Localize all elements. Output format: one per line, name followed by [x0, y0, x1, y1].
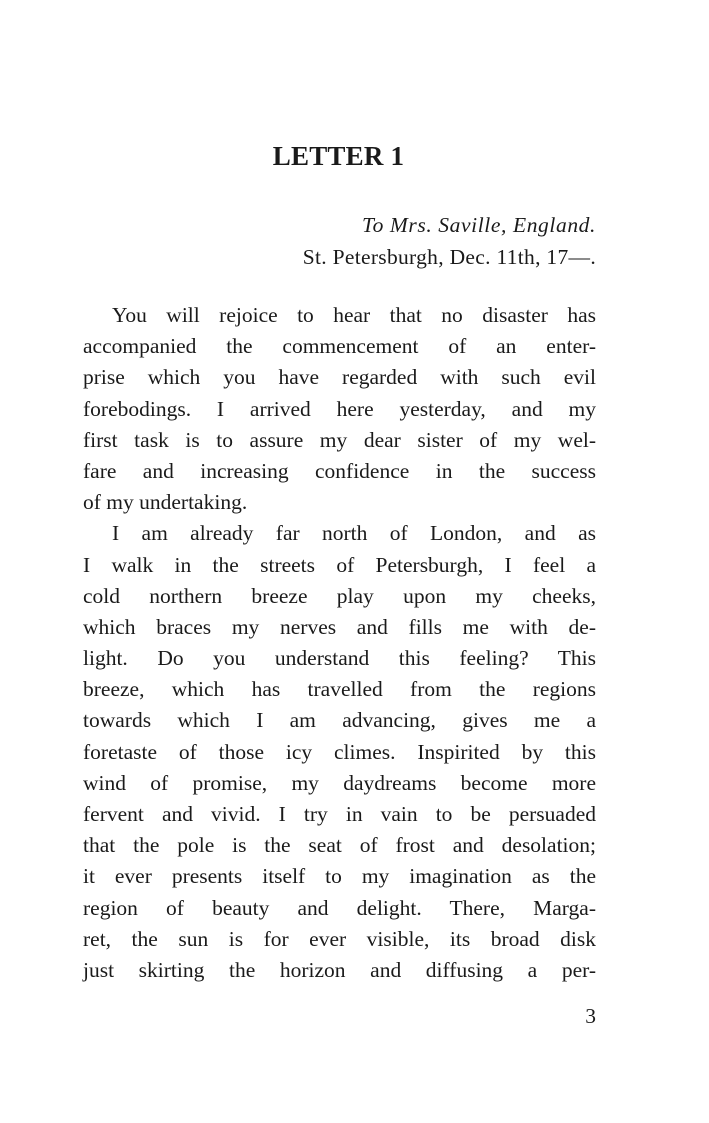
- text-line: I am already far north of London, and as: [112, 521, 596, 546]
- text-line: breeze, which has travelled from the regions: [83, 677, 596, 702]
- text-line: which braces my nerves and fills me with de-: [83, 614, 596, 639]
- letter-body: [83, 300, 596, 986]
- text-line: foretaste of those icy climes. Inspirited by this: [83, 739, 596, 764]
- text-line: first task is to assure my dear sister of my wel-: [83, 427, 596, 452]
- text-line: fare and increasing confidence in the success: [83, 458, 596, 483]
- letter-heading: LETTER 1: [272, 141, 405, 171]
- text-line: forebodings. I arrived here yesterday, and my: [83, 396, 596, 421]
- text-line: ret, the sun is for ever visible, its broad disk: [83, 926, 596, 951]
- dateline: St. Petersburgh, Dec. 11th, 17—.: [302, 245, 596, 269]
- text-line: it ever presents itself to my imagination as the: [83, 864, 596, 889]
- addressee-line: To Mrs. Saville, England.: [362, 213, 596, 237]
- text-line: that the pole is the seat of frost and desolation;: [83, 833, 596, 858]
- text-line: just skirting the horizon and diffusing a per-: [83, 957, 596, 982]
- text-line: towards which I am advancing, gives me a: [83, 708, 596, 733]
- text-line: accompanied the commencement of an enter-: [83, 334, 596, 359]
- text-line: region of beauty and delight. There, Marga-: [83, 895, 596, 920]
- text-line: of my undertaking.: [83, 490, 248, 515]
- page-number: 3: [585, 1004, 596, 1028]
- text-line: fervent and vivid. I try in vain to be persuaded: [83, 802, 596, 826]
- text-line: prise which you have regarded with such evil: [83, 365, 596, 390]
- text-line: You will rejoice to hear that no disaster has: [112, 303, 596, 327]
- text-line: light. Do you understand this feeling? This: [83, 646, 596, 671]
- text-line: cold northern breeze play upon my cheeks,: [83, 583, 596, 608]
- text-line: wind of promise, my daydreams become more: [83, 770, 596, 795]
- text-line: I walk in the streets of Petersburgh, I feel a: [83, 552, 596, 577]
